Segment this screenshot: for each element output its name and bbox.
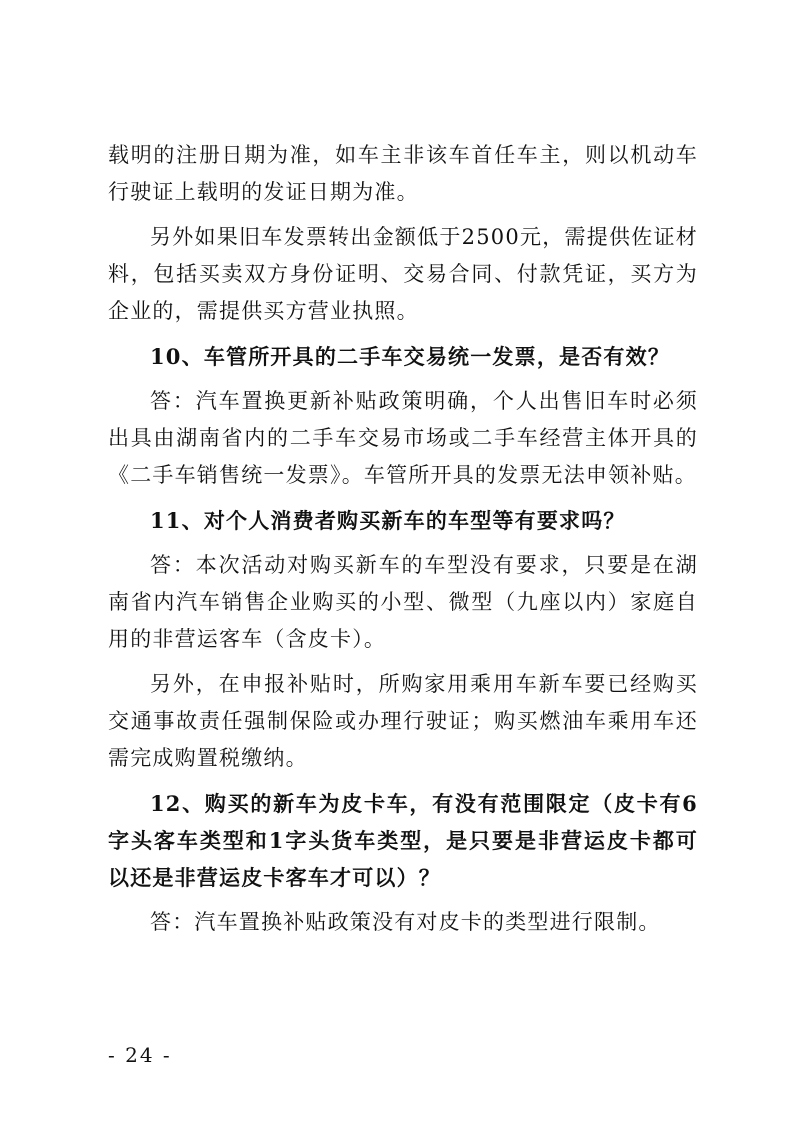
paragraph: 另外如果旧车发票转出金额低于2500元，需提供佐证材料，包括买卖双方身份证明、交易合同、付款凭证，买方为企业的，需提供买方营业执照。 <box>108 225 698 323</box>
answer-paragraph: 答：本次活动对购买新车的车型没有要求，只要是在湖南省内汽车销售企业购买的小型、微型（九座以内）家庭自用的非营运客车（含皮卡）。 <box>108 553 698 651</box>
answer-paragraph: 答：汽车置换更新补贴政策明确，个人出售旧车时必须出具由湖南省内的二手车交易市场或二手车经营主体开具的《二手车销售统一发票》。车管所开具的发票无法申领补贴。 <box>108 389 698 487</box>
paragraph: 另外，在申报补贴时，所购家用乘用车新车要已经购买交通事故责任强制保险或办理行驶证；购买燃油车乘用车还需完成购置税缴纳。 <box>108 672 698 770</box>
answer-paragraph: 答：汽车置换补贴政策没有对皮卡的类型进行限制。 <box>150 910 661 934</box>
question-heading: 10、车管所开具的二手车交易统一发票，是否有效？ <box>150 344 671 369</box>
question-heading: 12、购买的新车为皮卡车，有没有范围限定（皮卡有6字头客车类型和1字头货车类型，是只要是非营运皮卡都可以还是非营运皮卡客车才可以）？ <box>108 791 698 890</box>
paragraph: 载明的注册日期为准，如车主非该车首任车主，则以机动车行驶证上载明的发证日期为准。 <box>108 143 698 204</box>
question-heading: 11、对个人消费者购买新车的车型等有要求吗？ <box>150 508 626 533</box>
document-body <box>108 137 698 949</box>
page-number: - 24 - <box>108 1043 172 1067</box>
